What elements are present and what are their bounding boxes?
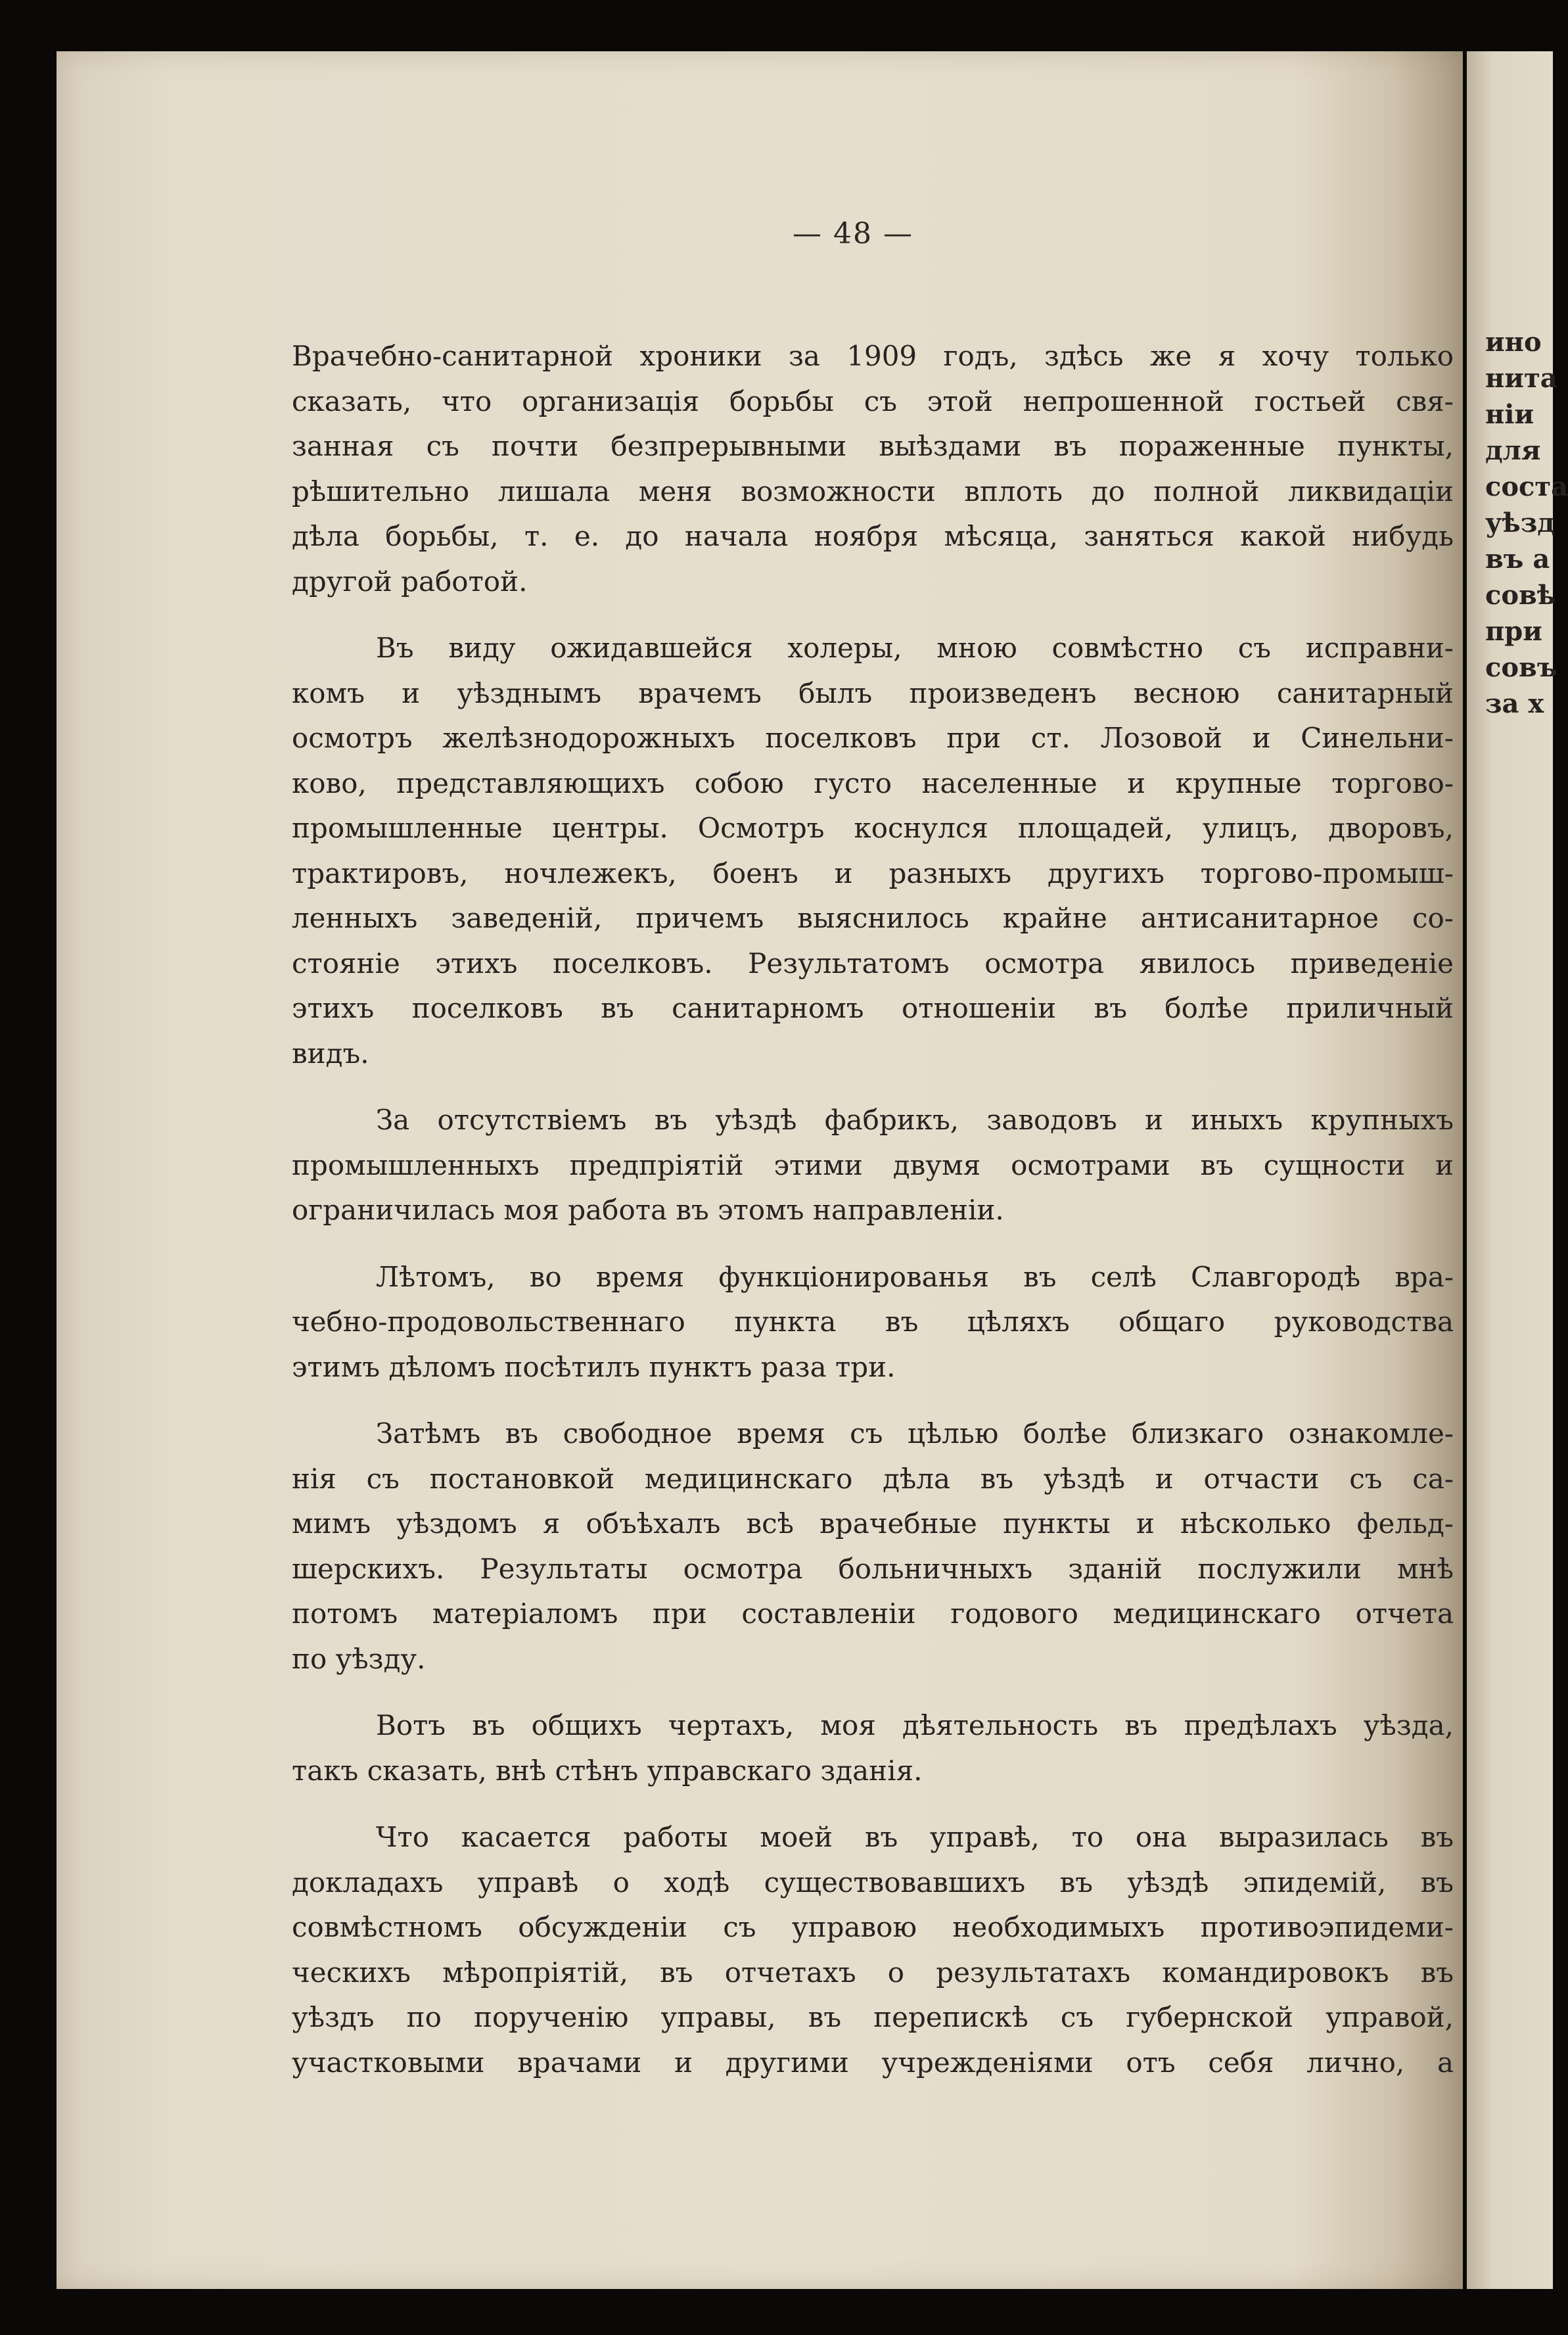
text-line: Врачебно-санитарной хроники за 1909 годъ, здѣсь же я хочу только (292, 340, 1454, 372)
text-line: другой работой. (292, 565, 528, 598)
page-number: — 48 — (793, 217, 913, 250)
text-line: мимъ уѣздомъ я объѣхалъ всѣ врачебные пункты и нѣсколько фельд- (292, 1507, 1454, 1540)
text-line: промышленные центры. Осмотръ коснулся площадей, улицъ, дворовъ, (292, 812, 1454, 844)
text-line: ограничилась моя работа въ этомъ направленіи. (292, 1194, 1004, 1226)
paragraph (292, 1411, 1454, 1682)
text-line: Что касается работы моей въ управѣ, то она выразилась въ (376, 1821, 1454, 1853)
right-page-edge (1467, 51, 1568, 2289)
text-line: сказать, что организація борьбы съ этой непрошенной гостьей свя- (292, 385, 1454, 417)
text-line: ленныхъ заведеній, причемъ выяснилось крайне антисанитарное со- (292, 902, 1454, 934)
text-line: Въ виду ожидавшейся холеры, мною совмѣстно съ исправни- (376, 632, 1454, 664)
paragraph (292, 626, 1454, 1076)
fragment-line: за х (1485, 688, 1544, 719)
text-line: осмотръ желѣзнодорожныхъ поселковъ при ст. Лозовой и Синельни- (292, 722, 1454, 754)
text-line: шерскихъ. Результаты осмотра больничныхъ зданій послужили мнѣ (292, 1552, 1454, 1585)
text-line: рѣшительно лишала меня возможности вплоть до полной ликвидаціи (292, 475, 1454, 507)
left-page (57, 51, 1463, 2289)
text-line: дѣла борьбы, т. е. до начала ноября мѣсяца, заняться какой нибудь (292, 520, 1454, 552)
text-line: Лѣтомъ, во время функціонированья въ селѣ Славгородѣ вра- (376, 1260, 1454, 1293)
text-line: промышленныхъ предпріятій этими двумя осмотрами въ сущности и (292, 1148, 1454, 1181)
fragment-line: ино (1485, 327, 1542, 358)
text-line: Вотъ въ общихъ чертахъ, моя дѣятельность въ предѣлахъ уѣзда, (376, 1709, 1454, 1741)
body-text (292, 334, 1454, 2107)
paragraph (292, 1815, 1454, 2085)
text-line: видъ. (292, 1037, 369, 1070)
fragment-line: для (1485, 435, 1541, 466)
text-line: чебно-продовольственнаго пункта въ цѣляхъ общаго руководства (292, 1306, 1454, 1338)
text-line: этимъ дѣломъ посѣтилъ пунктъ раза три. (292, 1350, 896, 1383)
text-line: ческихъ мѣропріятій, въ отчетахъ о результатахъ командировокъ въ (292, 1956, 1454, 1989)
paragraph (292, 1098, 1454, 1233)
fragment-line: совъ (1485, 652, 1557, 683)
fragment-line: въ а (1485, 544, 1550, 575)
text-line: этихъ поселковъ въ санитарномъ отношеніи въ болѣе приличный (292, 992, 1454, 1024)
fragment-line: ніи (1485, 399, 1534, 430)
text-line: участковыми врачами и другими учрежденіями отъ себя лично, а (292, 2046, 1454, 2079)
text-line: стояніе этихъ поселковъ. Результатомъ осмотра явилось приведеніе (292, 947, 1454, 979)
fragment-line: уѣзд (1485, 507, 1555, 538)
text-line: Затѣмъ въ свободное время съ цѣлью болѣе близкаго ознакомле- (376, 1417, 1454, 1450)
text-line: такъ сказать, внѣ стѣнъ управскаго зданія. (292, 1754, 923, 1787)
text-line: совмѣстномъ обсужденіи съ управою необходимыхъ противоэпидеми- (292, 1911, 1454, 1943)
paragraph (292, 1703, 1454, 1793)
text-line: ково, представляющихъ собою густо населенные и крупные торгово- (292, 767, 1454, 799)
text-line: За отсутствіемъ въ уѣздѣ фабрикъ, заводовъ и иныхъ крупныхъ (376, 1104, 1454, 1136)
fragment-line: соста (1485, 471, 1568, 502)
text-line: потомъ матеріаломъ при составленіи годового медицинскаго отчета (292, 1597, 1454, 1630)
fragment-line: совѣ (1485, 580, 1556, 611)
text-line: по уѣзду. (292, 1642, 426, 1675)
fragment-line: нита (1485, 363, 1557, 394)
text-line: уѣздъ по порученію управы, въ перепискѣ съ губернской управой, (292, 2001, 1454, 2033)
right-page-text (1485, 324, 1568, 722)
paragraph (292, 334, 1454, 604)
fragment-line: при (1485, 616, 1542, 647)
text-line: трактировъ, ночлежекъ, боенъ и разныхъ другихъ торгово-промыш- (292, 857, 1454, 889)
text-line: докладахъ управѣ о ходѣ существовавшихъ въ уѣздѣ эпидемій, въ (292, 1866, 1454, 1899)
text-line: занная съ почти безпрерывными выѣздами въ пораженные пункты, (292, 430, 1454, 462)
paragraph (292, 1255, 1454, 1390)
text-line: комъ и уѣзднымъ врачемъ былъ произведенъ весною санитарный (292, 676, 1454, 709)
text-line: нія съ постановкой медицинскаго дѣла въ уѣздѣ и отчасти съ са- (292, 1462, 1454, 1495)
